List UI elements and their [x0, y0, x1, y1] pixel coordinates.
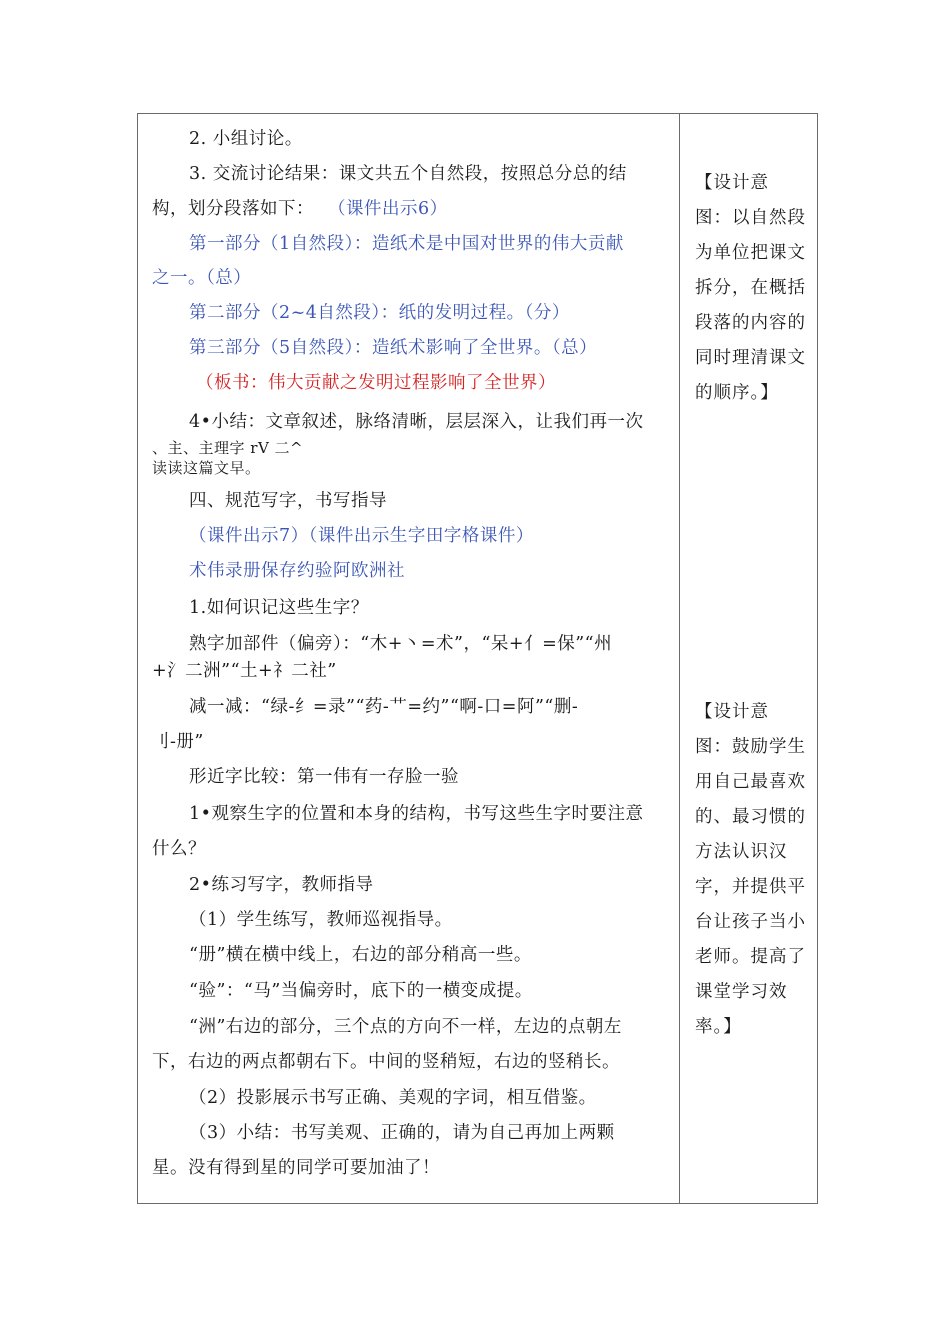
design-note-2-line: 台让孩子当小 — [695, 912, 806, 932]
design-note-2 — [695, 695, 813, 1045]
step-3-line: 3. 交流讨论结果：课文共五个自然段，按照总分总的结 — [189, 164, 627, 184]
design-note-1-line: 为单位把课文 — [695, 243, 806, 263]
yan-guidance: “验”：“马”当偏旁时，底下的一横变成提。 — [189, 981, 533, 1001]
practice-1: （1）学生练写，教师巡视指导。 — [189, 910, 453, 930]
ce-guidance: “册”横在横中线上，右边的部分稍高一些。 — [189, 945, 532, 965]
part-2-line: 第二部分（2~4自然段）：纸的发明过程。（分） — [189, 303, 570, 323]
zhou-guidance: “洲”右边的部分，三个点的方向不一样，左边的点朝左 — [189, 1017, 622, 1037]
observe-continuation: 什么？ — [152, 839, 206, 859]
lesson-table — [137, 113, 818, 1204]
design-note-2-line: 课堂学习效 — [695, 982, 788, 1002]
summary-line: 4•小结：文章叙述，脉络清晰，层层深入，让我们再一次 — [189, 412, 644, 432]
practice-heading: 2•练习写字，教师指导 — [189, 875, 374, 895]
subtract-continuation: 刂-册” — [152, 732, 204, 752]
courseware-6-note: （课件出示6） — [328, 199, 448, 219]
design-intent-cell — [681, 114, 817, 1203]
design-note-2-line: 图：鼓励学生 — [695, 737, 806, 757]
part-3-line: 第三部分（5自然段）：造纸术影响了全世界。（总） — [189, 338, 598, 358]
practice-3-continuation: 星。没有得到星的同学可要加油了！ — [152, 1158, 440, 1178]
step-2-line: 2. 小组讨论。 — [189, 129, 303, 149]
similar-chars-line: 形近字比较：第一伟有一存脸一验 — [189, 767, 459, 787]
design-note-1-line: 拆分，在概括 — [695, 278, 806, 298]
design-note-2-line: 方法认识汉 — [695, 842, 788, 862]
add-radical-continuation: +氵二洲”“土+礻二社” — [152, 661, 337, 681]
summary-continuation: 读读这篇文早。 — [152, 459, 261, 477]
subtract-line: 减一减：“绿-纟=录”“药-艹=约”“啊-口=阿”“删- — [189, 697, 579, 717]
step-3-continuation: 构，划分段落如下： — [152, 199, 314, 219]
design-note-1-line: 图：以自然段 — [695, 208, 806, 228]
observe-line: 1•观察生字的位置和本身的结构，书写这些生字时要注意 — [189, 804, 644, 824]
garbled-line: 、主、主理字 rV 二^ — [152, 439, 304, 457]
practice-2: （2）投影展示书写正确、美观的字词，相互借鉴。 — [189, 1088, 597, 1108]
design-note-2-line: 【设计意 — [695, 702, 769, 722]
part-1-line: 第一部分（1自然段）：造纸术是中国对世界的伟大贡献 — [189, 234, 624, 254]
design-note-1 — [695, 166, 813, 411]
column-divider — [679, 114, 680, 1203]
design-note-2-line: 率。】 — [695, 1017, 742, 1037]
design-note-1-line: 的顺序。】 — [695, 383, 779, 403]
design-note-1-line: 同时理清课文 — [695, 348, 806, 368]
courseware-7-note: （课件出示7）（课件出示生字田字格课件） — [189, 526, 534, 546]
blackboard-note: （板书：伟大贡献之发明过程影响了全世界） — [196, 373, 556, 393]
design-note-1-line: 【设计意 — [695, 173, 769, 193]
add-radical-line: 熟字加部件（偏旁）：“木+丶=术”，“呆+亻=保”“州 — [189, 634, 613, 654]
design-note-1-line: 段落的内容的 — [695, 313, 806, 333]
section-4-heading: 四、规范写字，书写指导 — [189, 491, 387, 511]
design-note-2-line: 字，并提供平 — [695, 877, 806, 897]
design-note-2-line: 用自己最喜欢 — [695, 772, 806, 792]
practice-3: （3）小结：书写美观、正确的，请为自己再加上两颗 — [189, 1123, 615, 1143]
zhou-guidance-continuation: 下，右边的两点都朝右下。中间的竖稍短，右边的竖稍长。 — [152, 1052, 620, 1072]
new-characters: 术伟录册保存约验阿欧洲社 — [189, 561, 405, 581]
part-1-continuation: 之一。（总） — [152, 268, 252, 288]
question-1: 1.如何识记这些生字？ — [189, 598, 369, 618]
design-note-2-line: 的、最习惯的 — [695, 807, 806, 827]
teaching-process-cell — [138, 114, 679, 1203]
design-note-2-line: 老师。提高了 — [695, 947, 806, 967]
